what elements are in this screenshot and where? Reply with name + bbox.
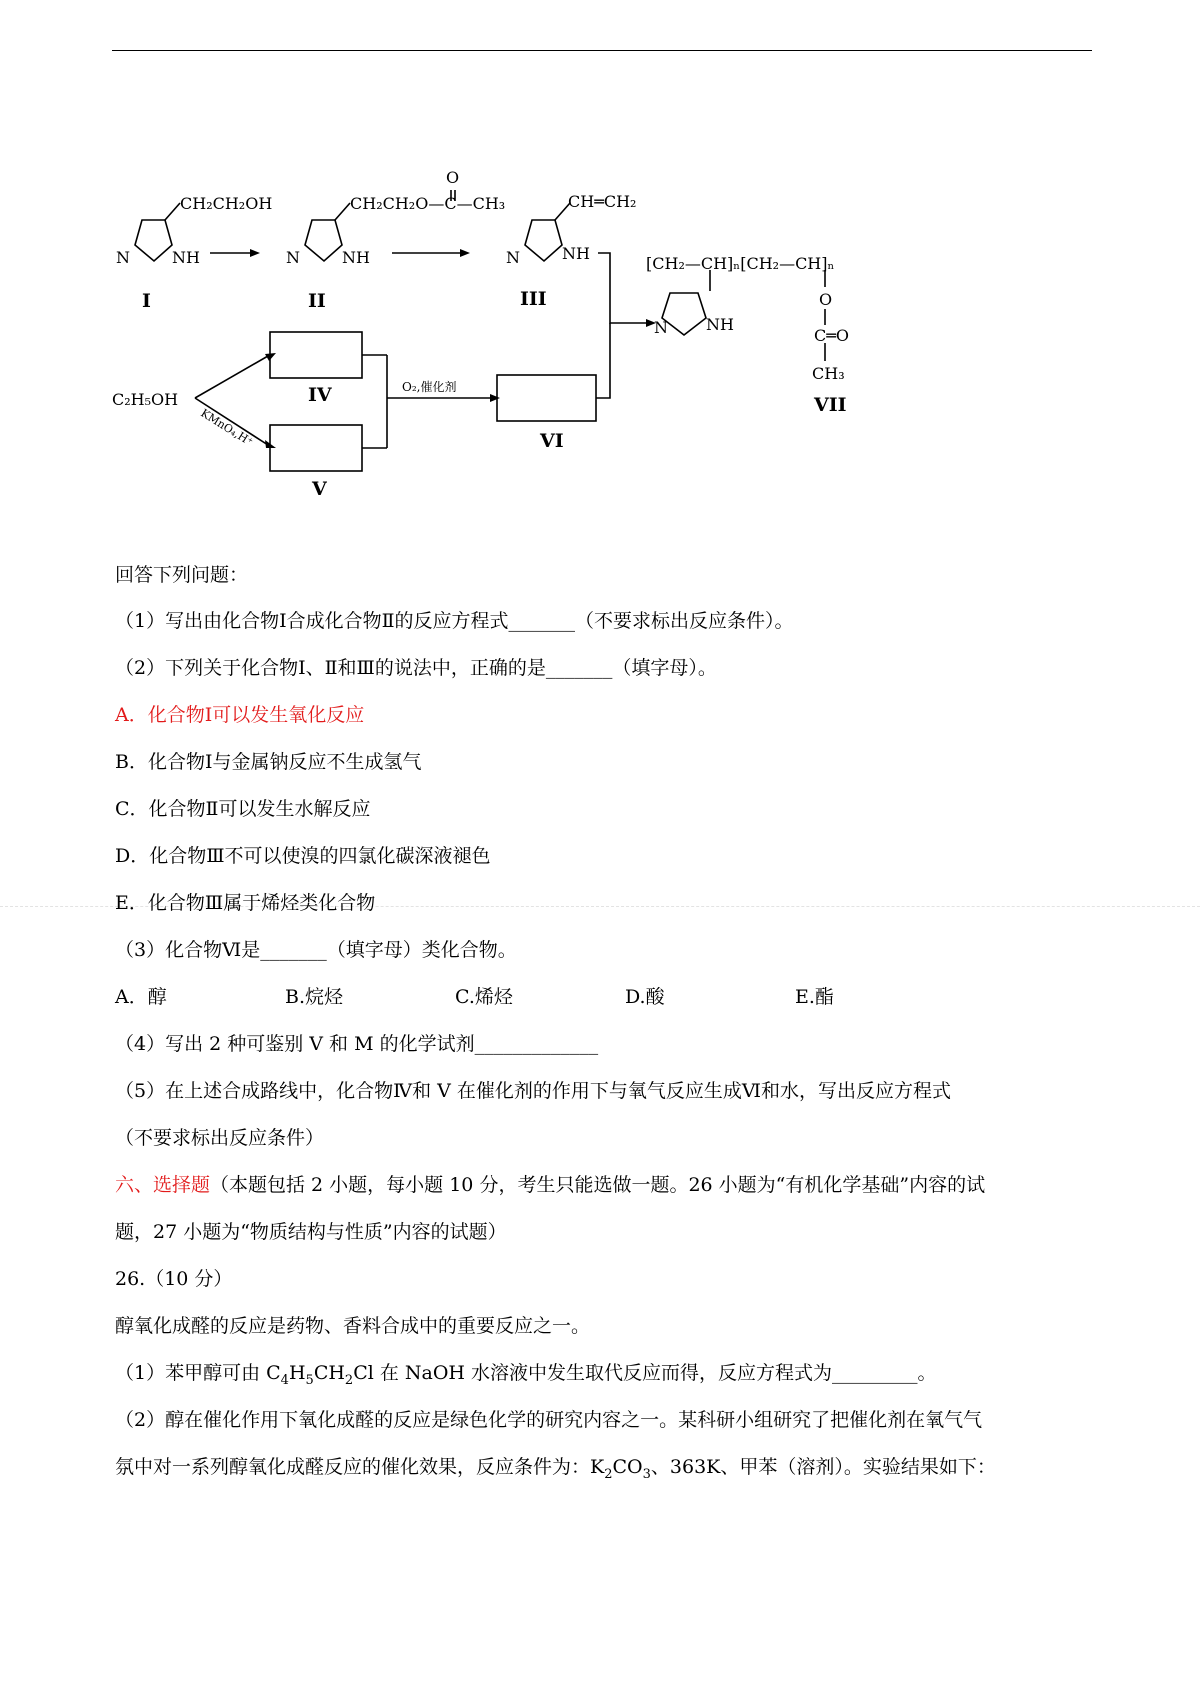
imidazole-ring-iii	[525, 220, 562, 261]
n-label: N	[654, 318, 668, 337]
box-vi	[497, 375, 596, 421]
q3-option-d: D.酸	[625, 986, 665, 1008]
option-d: D．化合物Ⅲ不可以使溴的四氯化碳深液褪色	[115, 845, 491, 867]
question-5-cont: （不要求标出反应条件）	[115, 1127, 325, 1149]
ethanol-label: C₂H₅OH	[112, 390, 179, 409]
question-5: （5）在上述合成路线中，化合物Ⅳ和 V 在催化剂的作用下与氧气反应生成Ⅵ和水，写出反应方程式	[115, 1080, 951, 1102]
arrow-iii-vii	[598, 253, 648, 323]
label-iii: III	[520, 288, 547, 310]
q26-1-part: （1）苯甲醇可由 C	[115, 1362, 281, 1384]
question-26-2-cont	[115, 1454, 996, 1488]
q26-2-part: 氛中对一系列醇氧化成醛反应的催化效果，反应条件为：K	[115, 1456, 605, 1478]
section-6-desc: （本题包括 2 小题，每小题 10 分，考生只能选做一题。26 小题为“有机化学基础”内容的试	[210, 1174, 986, 1196]
n-label: N	[116, 248, 130, 267]
q3-option-c: C.烯烃	[455, 986, 513, 1008]
option-a: A．化合物Ⅰ可以发生氧化反应	[115, 704, 365, 726]
q3-option-e: E.酯	[795, 986, 834, 1008]
box-iv	[270, 332, 362, 378]
question-1: （1）写出由化合物Ⅰ合成化合物Ⅱ的反应方程式_______（不要求标出反应条件）。	[115, 610, 794, 632]
q26-1-part: Cl 在 NaOH 水溶液中发生取代反应而得，反应方程式为_________。	[353, 1362, 937, 1384]
polymer-co: C═O	[814, 326, 849, 345]
q26-1-part: CH	[313, 1362, 345, 1384]
header-rule	[112, 50, 1092, 51]
question-2: （2）下列关于化合物Ⅰ、Ⅱ和Ⅲ的说法中，正确的是_______（填字母）。	[115, 657, 717, 679]
q3-option-a: A．醇	[115, 986, 167, 1008]
n-label: N	[506, 248, 520, 267]
question-3: （3）化合物Ⅵ是_______（填字母）类化合物。	[115, 939, 517, 961]
imidazole-ring-vii	[662, 293, 706, 335]
subscript: 4	[280, 1372, 289, 1388]
sub-vinyl: CH═CH₂	[568, 192, 637, 211]
label-iv: IV	[308, 384, 332, 406]
nh-label: NH	[562, 244, 590, 263]
nh-label: NH	[342, 248, 370, 267]
question-26-1	[115, 1360, 937, 1394]
polymer-chain: [CH₂—CH]ₙ[CH₂—CH]ₙ	[646, 254, 835, 273]
imidazole-ring-i	[135, 220, 172, 261]
sub-ch2ch2oh: CH₂CH₂OH	[180, 194, 273, 213]
label-vii: VII	[814, 394, 847, 416]
question-3-options	[115, 984, 834, 1010]
sub-ester: CH₂CH₂O—C—CH₃	[350, 194, 506, 213]
polymer-ch3: CH₃	[812, 364, 845, 383]
q3-option-b: B.烷烃	[285, 986, 344, 1008]
question-26-2: （2）醇在催化作用下氧化成醛的反应是绿色化学的研究内容之一。某科研小组研究了把催化剂在氧气气	[115, 1409, 983, 1431]
q26-2-part: 、363K、甲苯（溶剂）。实验结果如下：	[650, 1456, 996, 1478]
polymer-o: O	[819, 290, 833, 309]
box-v	[270, 425, 362, 471]
subscript: 5	[305, 1372, 314, 1388]
nh-label: NH	[706, 315, 734, 334]
synthesis-scheme	[110, 165, 950, 550]
section-6-title: 六、选择题	[115, 1174, 211, 1196]
option-c: C．化合物Ⅱ可以发生水解反应	[115, 798, 371, 820]
subscript: 2	[604, 1466, 613, 1482]
reagent-kmno4: KMnO₄,H⁺	[198, 406, 256, 449]
label-i: I	[142, 290, 151, 312]
nh-label: NH	[172, 248, 200, 267]
label-v: V	[312, 478, 327, 500]
section-6-header	[115, 1172, 985, 1198]
option-b: B．化合物Ⅰ与金属钠反应不生成氢气	[115, 751, 422, 773]
label-vi: VI	[540, 430, 564, 452]
n-label: N	[286, 248, 300, 267]
option-e: E．化合物Ⅲ属于烯烃类化合物	[115, 892, 376, 914]
imidazole-ring-ii	[305, 220, 342, 261]
label-ii: II	[308, 290, 326, 312]
subscript: 3	[642, 1466, 651, 1482]
reagent-o2-catalyst: O₂,催化剂	[402, 380, 457, 394]
intro-text: 回答下列问题：	[115, 564, 249, 586]
question-26: 26.（10 分）	[115, 1268, 233, 1290]
question-4: （4）写出 2 种可鉴别 V 和 M 的化学试剂_____________	[115, 1033, 599, 1055]
q26-1-part: H	[288, 1362, 306, 1384]
question-26-intro: 醇氧化成醛的反应是药物、香料合成中的重要反应之一。	[115, 1315, 591, 1337]
section-6-desc-cont: 题，27 小题为“物质结构与性质”内容的试题）	[115, 1221, 507, 1243]
q26-2-part: CO	[612, 1456, 643, 1478]
carbonyl-o: O	[446, 168, 460, 187]
subscript: 2	[344, 1372, 354, 1388]
